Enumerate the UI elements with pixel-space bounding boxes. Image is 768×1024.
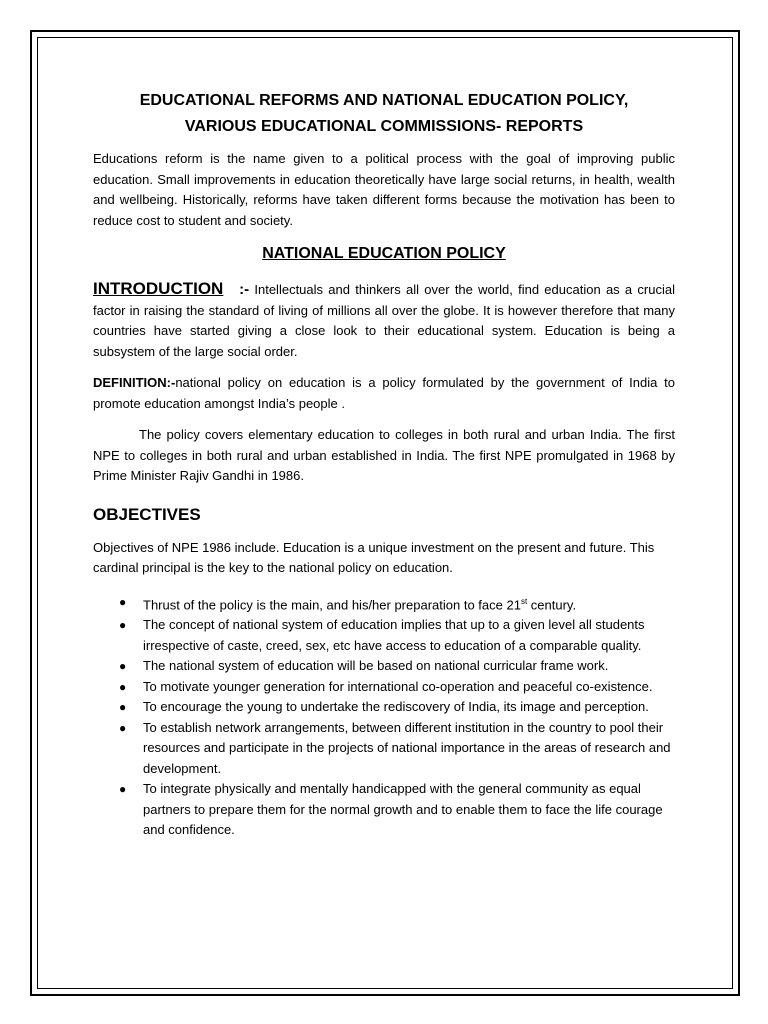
definition-text: national policy on education is a policy formulated by the government of India to promote education amongst India’s people . <box>93 375 675 411</box>
bullet-icon: ● <box>119 700 127 715</box>
bullet-icon: ● <box>119 720 127 735</box>
bullet-icon: ● <box>119 679 127 694</box>
section-heading: NATIONAL EDUCATION POLICY <box>262 245 506 262</box>
policy-paragraph: The policy covers elementary education to colleges in both rural and urban India. The first NPE to colleges in both rural and urban established in India. The first NPE promulgated in 1968 by Prime Minister Rajiv Gandhi in 1986. <box>93 427 675 483</box>
bullet-text: The concept of national system of education implies that up to a given level all students irrespective of caste, creed, sex, etc have access to education of a comparable quality. <box>143 617 645 653</box>
title-line-1: EDUCATIONAL REFORMS AND NATIONAL EDUCATION POLICY, <box>139 92 629 109</box>
bullet-text: To encourage the young to undertake the rediscovery of India, its image and perception. <box>143 699 649 715</box>
list-item <box>119 592 675 616</box>
bullet-text: The national system of education will be based on national curricular frame work. <box>143 658 609 674</box>
bullet-text: To motivate younger generation for international co-operation and peaceful co-existence. <box>143 678 653 694</box>
list-item <box>119 677 675 698</box>
intro-paragraph: Educations reform is the name given to a political process with the goal of improving public education. Small improvements in education theoretically have large social returns, in health, wealth and wellbeing. Historically, reforms have taken different forms because the motivation has been to reduce cost to student and society. <box>93 151 675 228</box>
objectives-paragraph: Objectives of NPE 1986 include. Education is a unique investment on the present and future. This cardinal principal is the key to the national policy on education. <box>93 539 655 575</box>
list-item <box>119 656 675 677</box>
objectives-heading: OBJECTIVES <box>93 504 201 524</box>
list-item <box>119 615 675 656</box>
list-item <box>119 779 675 841</box>
objectives-list <box>93 592 675 841</box>
definition-paragraph <box>93 373 675 414</box>
bullet-text: To integrate physically and mentally handicapped with the general community as equal partners to prepare them for the normal growth and to enable them to face the life courage and confidence. <box>143 781 663 838</box>
bullet-1-superscript: st <box>520 596 528 606</box>
bullet-1-text: Thrust of the policy is the main, and his/her preparation to face 21 <box>143 596 521 612</box>
bullet-text: To establish network arrangements, between different institution in the country to pool their resources and participate in the projects of national importance in the areas of research and development. <box>143 719 671 776</box>
bullet-icon: ● <box>119 594 127 609</box>
introduction-paragraph <box>93 279 675 362</box>
document-title <box>93 88 675 140</box>
introduction-separator: :- <box>239 281 250 298</box>
list-item <box>119 718 675 780</box>
bullet-icon: ● <box>119 782 127 797</box>
bullet-icon: ● <box>119 659 127 674</box>
bullet-1-suffix: century. <box>527 596 577 612</box>
definition-label: DEFINITION:- <box>93 375 176 390</box>
title-line-2: VARIOUS EDUCATIONAL COMMISSIONS- REPORTS <box>184 118 584 135</box>
document-body <box>93 88 675 841</box>
introduction-label: INTRODUCTION <box>93 279 224 298</box>
list-item <box>119 697 675 718</box>
bullet-icon: ● <box>119 618 127 633</box>
introduction-text: Intellectuals and thinkers all over the world, find education as a crucial factor in raising the standard of living of millions all over the globe. It is however therefore that many countries have started giving a close look to their educational system. Education is being a subsystem of the large social order. <box>93 282 675 359</box>
